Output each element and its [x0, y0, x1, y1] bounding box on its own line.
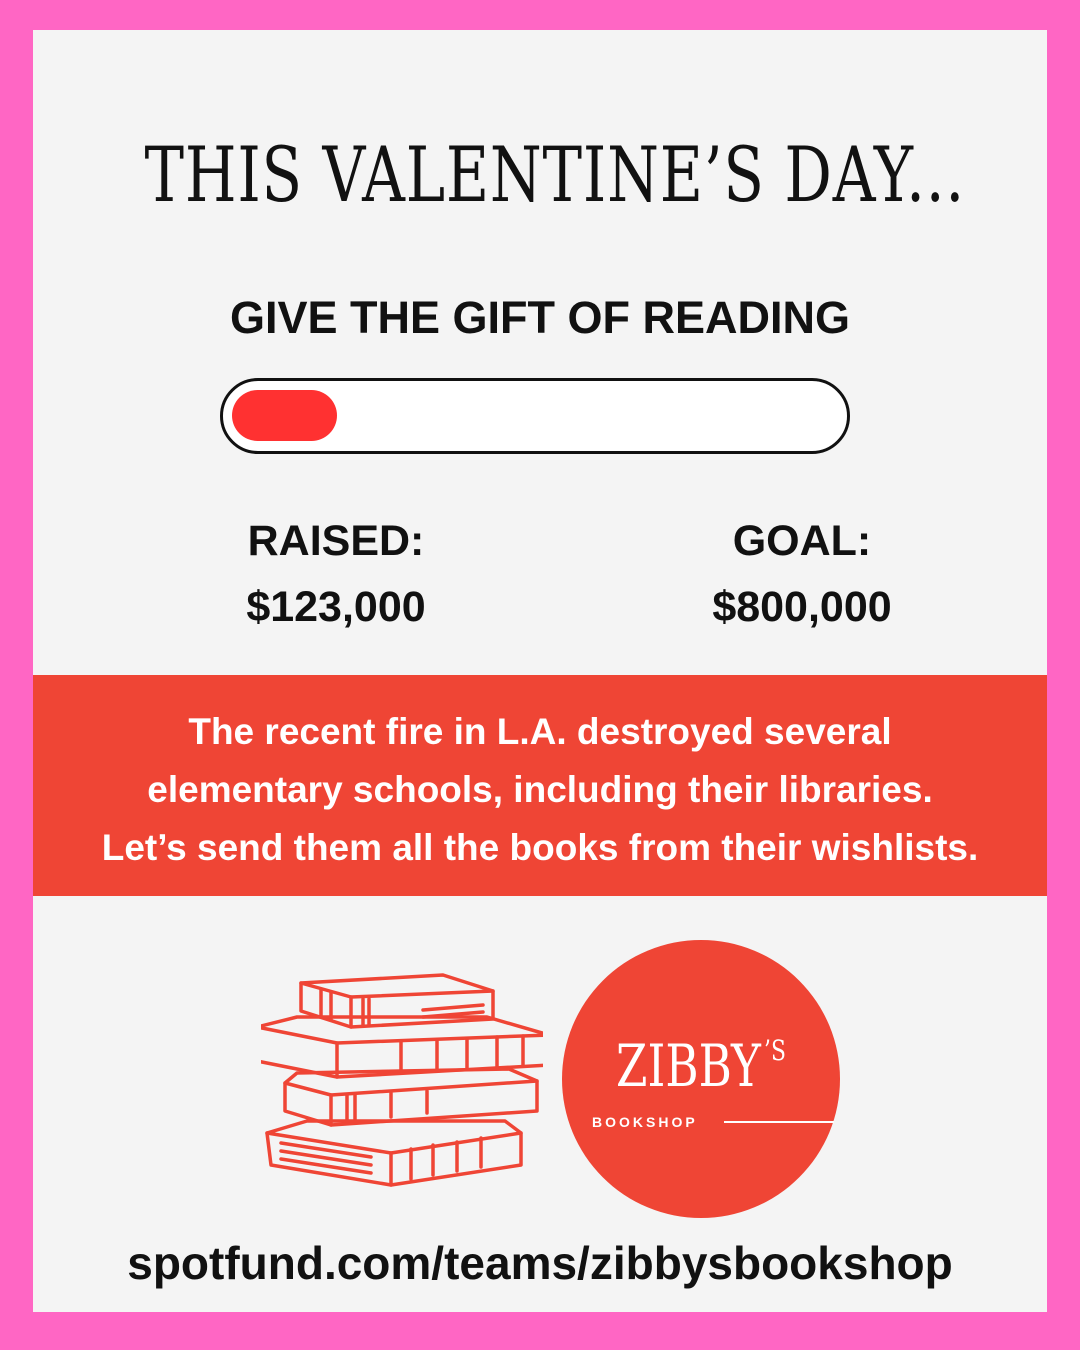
zibbys-bookshop-logo [562, 940, 840, 1218]
banner-line: Let’s send them all the books from their wishlists. [101, 827, 979, 868]
logo-subtitle: BOOKSHOP [592, 1114, 698, 1130]
raised-stat [186, 508, 486, 640]
logo-name: ZIBBY $^{’S}$ [616, 1032, 786, 1100]
raised-value: $123,000 [246, 583, 426, 631]
page-title: THIS VALENTINE’S DAY... [144, 130, 966, 219]
logo-divider [724, 1121, 834, 1123]
banner-line: elementary schools, including their libraries. [147, 769, 933, 810]
banner-line: The recent fire in L.A. destroyed several [188, 711, 892, 752]
goal-stat [652, 508, 952, 640]
subtitle: GIVE THE GIFT OF READING [229, 292, 851, 343]
fundraiser-url[interactable]: spotfund.com/teams/zibbysbookshop [127, 1237, 953, 1289]
progress-fill [232, 390, 337, 441]
info-banner [33, 675, 1047, 896]
goal-value: $800,000 [712, 583, 892, 631]
banner-text [33, 703, 1047, 877]
progress-bar [220, 378, 850, 454]
book-stack-icon [261, 965, 543, 1195]
poster-card [33, 30, 1047, 1312]
raised-label: RAISED: [247, 517, 425, 565]
goal-label: GOAL: [732, 517, 872, 565]
